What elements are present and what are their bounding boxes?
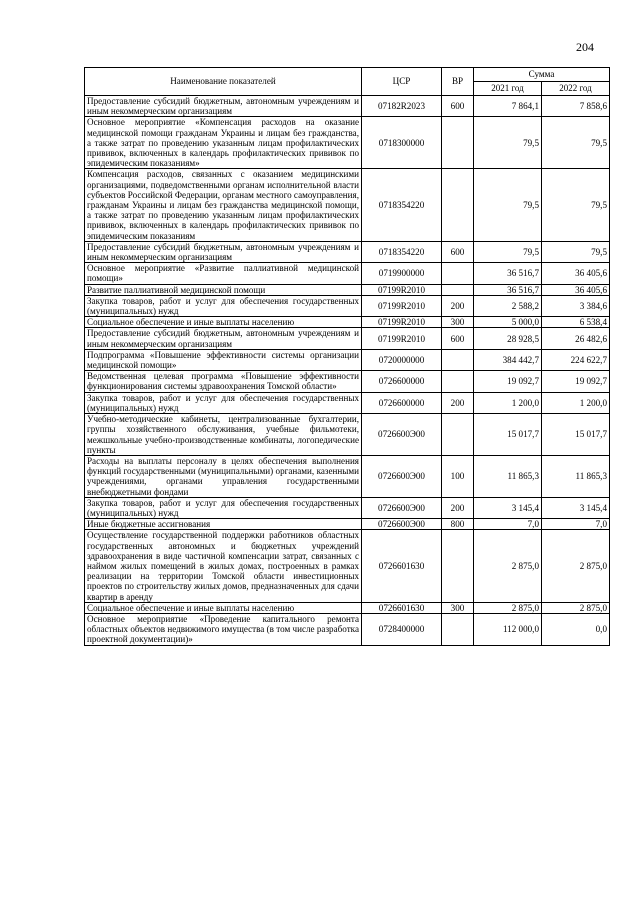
row-value-2021: 1 200,0 [474, 392, 542, 413]
table-row [85, 117, 610, 169]
row-name: Предоставление субсидий бюджетным, автономным учреждениям и иным некоммерческим организациям [85, 241, 362, 262]
row-value-2022: 2 875,0 [542, 602, 610, 613]
row-value-2022: 1 200,0 [542, 392, 610, 413]
row-name: Закупка товаров, работ и услуг для обеспечения государственных (муниципальных) нужд [85, 497, 362, 518]
table-row [85, 497, 610, 518]
row-vr: 600 [442, 241, 474, 262]
table-row [85, 284, 610, 295]
row-value-2022: 79,5 [542, 241, 610, 262]
row-vr [442, 349, 474, 370]
row-value-2021: 15 017,7 [474, 414, 542, 456]
row-value-2022: 224 622,7 [542, 349, 610, 370]
row-value-2022: 3 384,6 [542, 295, 610, 316]
row-csr: 0726600000 [362, 371, 442, 392]
row-name: Иные бюджетные ассигнования [85, 519, 362, 530]
table-row [85, 328, 610, 349]
row-csr: 07199R2010 [362, 295, 442, 316]
row-vr [442, 169, 474, 241]
table-row [85, 295, 610, 316]
row-vr: 600 [442, 328, 474, 349]
row-name: Закупка товаров, работ и услуг для обеспечения государственных (муниципальных) нужд [85, 392, 362, 413]
row-value-2022: 7,0 [542, 519, 610, 530]
row-name: Закупка товаров, работ и услуг для обеспечения государственных (муниципальных) нужд [85, 295, 362, 316]
row-name: Основное мероприятие «Проведение капитального ремонта областных объектов недвижимого имущества (в том числе разработка проектной документации)» [85, 613, 362, 645]
row-name: Учебно-методические кабинеты, централизованные бухгалтерии, группы хозяйственного обслуживания, учебные фильмотеки, межшкольные учебно-производственные комбинаты, логопедические пункты [85, 414, 362, 456]
row-value-2021: 384 442,7 [474, 349, 542, 370]
row-value-2021: 19 092,7 [474, 371, 542, 392]
row-name: Компенсация расходов, связанных с оказанием медицинскими организациями, подведомственными органам исполнительной власти субъектов Российской Федерации, органам местного самоуправления, гражданам Украины и лицам без гражданства медицинской помощи, а также затрат по проведению указанным лицам профилактических прививок, включенных в календарь профилактических прививок по эпидемическим показаниям [85, 169, 362, 241]
header-csr: ЦСР [362, 68, 442, 96]
row-name: Расходы на выплаты персоналу в целях обеспечения выполнения функций государственными (муниципальными) органами, казенными учреждениями, органами управления государственными внебюджетными фондами [85, 455, 362, 497]
row-value-2022: 2 875,0 [542, 530, 610, 602]
row-value-2021: 36 516,7 [474, 263, 542, 284]
row-value-2022: 36 405,6 [542, 263, 610, 284]
row-csr: 0719900000 [362, 263, 442, 284]
table-row [85, 414, 610, 456]
row-vr [442, 613, 474, 645]
row-value-2021: 2 875,0 [474, 602, 542, 613]
row-name: Предоставление субсидий бюджетным, автономным учреждениям и иным некоммерческим организациям [85, 328, 362, 349]
row-csr: 0718354220 [362, 241, 442, 262]
row-value-2021: 7,0 [474, 519, 542, 530]
row-vr: 200 [442, 295, 474, 316]
table-row [85, 349, 610, 370]
row-vr: 200 [442, 392, 474, 413]
row-vr [442, 284, 474, 295]
row-value-2021: 28 928,5 [474, 328, 542, 349]
budget-table [84, 67, 610, 646]
row-name: Социальное обеспечение и иные выплаты населению [85, 317, 362, 328]
row-vr: 600 [442, 96, 474, 117]
table-row [85, 317, 610, 328]
row-vr [442, 263, 474, 284]
row-name: Ведомственная целевая программа «Повышение эффективности функционирования системы здравоохранения Томской области» [85, 371, 362, 392]
row-value-2022: 6 538,4 [542, 317, 610, 328]
row-value-2022: 19 092,7 [542, 371, 610, 392]
row-csr: 0726600Э00 [362, 414, 442, 456]
row-csr: 0726600Э00 [362, 519, 442, 530]
row-csr: 07199R2010 [362, 284, 442, 295]
table-row [85, 371, 610, 392]
row-value-2021: 3 145,4 [474, 497, 542, 518]
row-value-2021: 79,5 [474, 169, 542, 241]
table-row [85, 263, 610, 284]
row-value-2022: 36 405,6 [542, 284, 610, 295]
header-year-2022: 2022 год [542, 82, 610, 96]
table-row [85, 169, 610, 241]
header-sum: Сумма [474, 68, 610, 82]
row-name: Основное мероприятие «Компенсация расходов на оказание медицинской помощи гражданам Украины и лицам без гражданства, а также затрат по проведению указанным лицам профилактических прививок, включенных в календарь профилактических прививок по эпидемическим показаниям» [85, 117, 362, 169]
row-name: Социальное обеспечение и иные выплаты населению [85, 602, 362, 613]
row-vr: 300 [442, 602, 474, 613]
row-name: Осуществление государственной поддержки работников областных государственных автономных и бюджетных учреждений здравоохранения в виде частичной компенсации затрат, связанных с наймом жилых помещений в жилых домах, построенных в рамках реализации на территории Томской области инвестиционных проектов по строительству жилых домов, предназначенных для сдачи квартир в аренду [85, 530, 362, 602]
row-value-2022: 15 017,7 [542, 414, 610, 456]
row-vr [442, 414, 474, 456]
row-value-2021: 112 000,0 [474, 613, 542, 645]
page-number: 204 [576, 40, 594, 54]
table-row [85, 455, 610, 497]
table-row [85, 530, 610, 602]
row-csr: 0726600000 [362, 392, 442, 413]
row-csr: 0726600Э00 [362, 455, 442, 497]
row-csr: 0726600Э00 [362, 497, 442, 518]
table-row [85, 613, 610, 645]
row-name: Основное мероприятие «Развитие паллиативной медицинской помощи» [85, 263, 362, 284]
row-value-2021: 79,5 [474, 241, 542, 262]
row-value-2022: 3 145,4 [542, 497, 610, 518]
row-value-2022: 26 482,6 [542, 328, 610, 349]
row-value-2022: 11 865,3 [542, 455, 610, 497]
row-vr [442, 117, 474, 169]
table-row [85, 392, 610, 413]
row-csr: 0720000000 [362, 349, 442, 370]
row-value-2021: 5 000,0 [474, 317, 542, 328]
row-csr: 0718354220 [362, 169, 442, 241]
row-vr: 100 [442, 455, 474, 497]
row-csr: 07199R2010 [362, 328, 442, 349]
row-csr: 0728400000 [362, 613, 442, 645]
row-value-2022: 0,0 [542, 613, 610, 645]
row-name: Предоставление субсидий бюджетным, автономным учреждениям и иным некоммерческим организациям [85, 96, 362, 117]
row-value-2022: 7 858,6 [542, 96, 610, 117]
row-value-2022: 79,5 [542, 117, 610, 169]
header-name: Наименование показателей [85, 68, 362, 96]
row-csr: 07182R2023 [362, 96, 442, 117]
row-value-2021: 79,5 [474, 117, 542, 169]
row-vr: 300 [442, 317, 474, 328]
table-row [85, 96, 610, 117]
row-value-2021: 2 875,0 [474, 530, 542, 602]
row-value-2021: 2 588,2 [474, 295, 542, 316]
table-row [85, 519, 610, 530]
row-value-2021: 11 865,3 [474, 455, 542, 497]
row-value-2021: 36 516,7 [474, 284, 542, 295]
row-csr: 0726601630 [362, 530, 442, 602]
row-value-2022: 79,5 [542, 169, 610, 241]
row-name: Подпрограмма «Повышение эффективности системы организации медицинской помощи» [85, 349, 362, 370]
row-name: Развитие паллиативной медицинской помощи [85, 284, 362, 295]
row-vr: 200 [442, 497, 474, 518]
table-row [85, 241, 610, 262]
row-csr: 0718300000 [362, 117, 442, 169]
row-vr: 800 [442, 519, 474, 530]
header-vr: ВР [442, 68, 474, 96]
row-csr: 0726601630 [362, 602, 442, 613]
row-value-2021: 7 864,1 [474, 96, 542, 117]
row-vr [442, 530, 474, 602]
row-vr [442, 371, 474, 392]
table-row [85, 602, 610, 613]
header-year-2021: 2021 год [474, 82, 542, 96]
row-csr: 07199R2010 [362, 317, 442, 328]
